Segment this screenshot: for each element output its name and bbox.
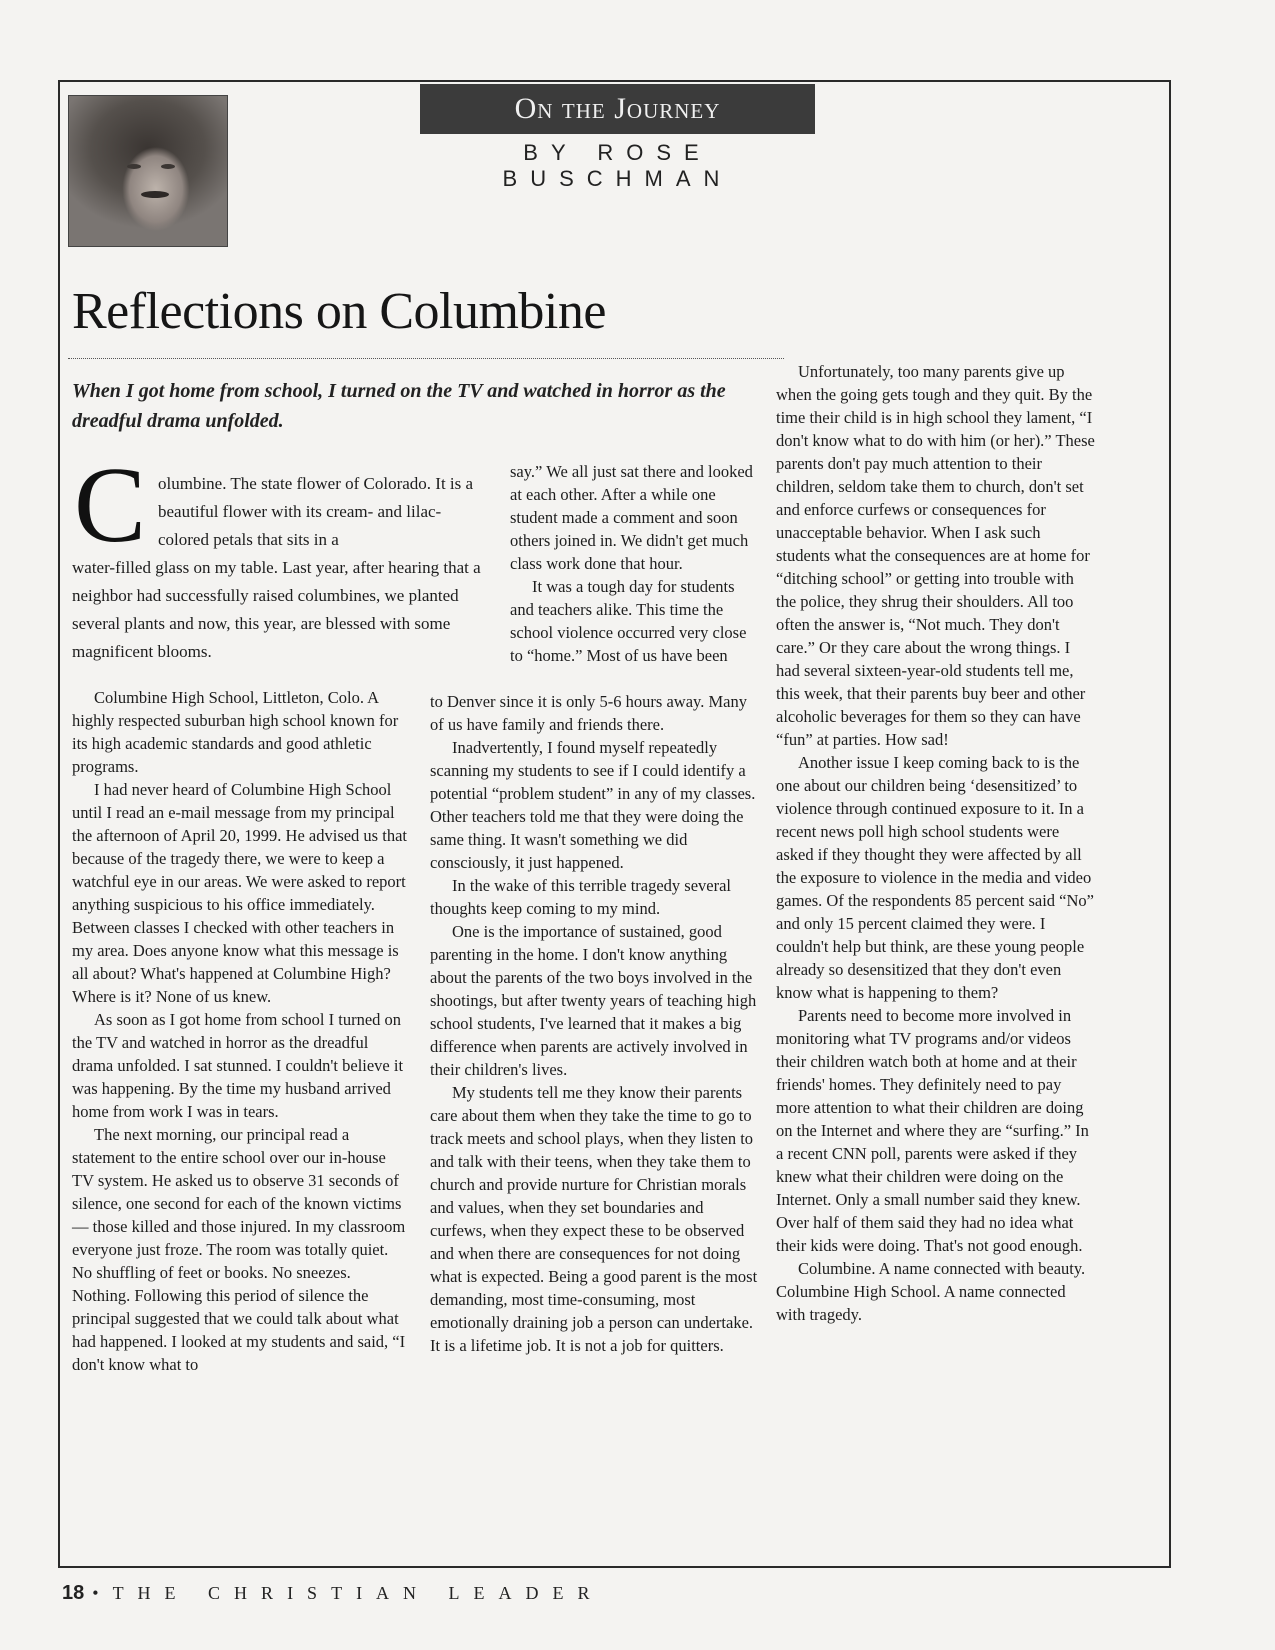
intro-rest: water-filled glass on my table. Last year, after hearing that a neighbor had successfully raised columbines, we planted several plants and now, this year, are blessed with some magnificent blooms. (72, 558, 481, 661)
photo-eye-right (161, 164, 175, 169)
paragraph: Parents need to become more involved in monitoring what TV programs and/or videos their children watch both at home and at their friends' homes. They definitely need to pay more attention to what their children are doing on the Internet and where they are “surfing.” In a recent CNN poll, parents were asked if they knew what their children were doing on the Internet. Only a small number said they knew. Over half of them said they had no idea what their kids were doing. That's not good enough. (776, 1006, 1089, 1255)
paragraph: to Denver since it is only 5-6 hours away. Many of us have family and friends there. (430, 692, 747, 734)
page-footer (62, 1582, 604, 1605)
paragraph: Columbine. A name connected with beauty. Columbine High School. A name connected with tragedy. (776, 1259, 1086, 1324)
article-title: Reflections on Columbine (72, 283, 606, 340)
column-2 (430, 690, 760, 1357)
paragraph: Unfortunately, too many parents give up when the going gets tough and they quit. By the time their child is in high school they lament, “I don't know what to do with him (or her).” These parents don't pay much attention to their children, seldom take them to church, don't set and enforce curfews or consequences for unacceptable behavior. When I ask such students what the consequences are at home for “ditching school” or getting into trouble with the police, they shrug their shoulders. All too often the answer is, “Not much. They don't care.” Or they care about the wrong things. I had several sixteen-year-old students tell me, this week, that their parents buy beer and other alcoholic beverages for them so they can have “fun” at parties. How sad! (776, 362, 1095, 749)
paragraph: Another issue I keep coming back to is the one about our children being ‘desensitized’ to violence through continued exposure to it. In a recent news poll high school students were asked if they thought they were affected by all the exposure to violence in the media and video games. Of the respondents 85 percent said “No” and only 15 percent claimed they were. I couldn't help but think, are these young people already so desensitized that they don't even know what is happening to them? (776, 753, 1094, 1002)
paragraph: It was a tough day for students and teachers alike. This time the school violence occurred very close to “home.” Most of us have been (510, 577, 747, 665)
column-3 (776, 360, 1096, 1326)
paragraph: say.” We all just sat there and looked at each other. After a while one student made a comment and soon others joined in. We didn't get much class work done that hour. (510, 462, 753, 573)
publication-name: THE CHRISTIAN LEADER (112, 1583, 604, 1603)
drop-cap: C (74, 446, 147, 565)
photo-mouth (141, 191, 169, 198)
footer-separator: • (92, 1583, 99, 1603)
paragraph: One is the importance of sustained, good parenting in the home. I don't know anything about the parents of the two boys involved in the shootings, but after twenty years of teaching high school students, I've learned that it makes a big difference when parents are actively involved in their children's lives. (430, 922, 757, 1079)
paragraph: The next morning, our principal read a statement to the entire school over our in-house TV system. He asked us to observe 31 seconds of silence, one second for each of the known victims— those killed and those injured. In my classroom everyone just froze. The room was totally quiet. No shuffling of feet or books. No sneezes. Nothing. Following this period of silence the principal suggested that we could talk about what had happened. I looked at my students and said, “I don't know what to (72, 1125, 406, 1374)
paragraph: Inadvertently, I found myself repeatedly scanning my students to see if I could identify a potential “problem student” in any of my classes. Other teachers told me that they were doing the same thing. It wasn't something we did consciously, it just happened. (430, 738, 756, 872)
paragraph: As soon as I got home from school I turned on the TV and watched in horror as the dreadful drama unfolded. I sat stunned. I couldn't believe it was happening. By the time my husband arrived home from work I was in tears. (72, 1010, 404, 1121)
paragraph: My students tell me they know their parents care about them when they take the time to go to track meets and school plays, when they listen to and talk with their teens, when they take them to church and provide nurture for Christian morals and values, when they set boundaries and curfews, when they expect these to be observed and when there are consequences for not doing what is expected. Being a good parent is the most demanding, most time-consuming, most emotionally draining job a person can undertake. It is a lifetime job. It is not a job for quitters. (430, 1083, 758, 1355)
intro-lead: olumbine. The state flower of Colorado. It is a beautiful flower with its cream- and lilac-colored petals that sits in a (158, 474, 474, 549)
byline: BY ROSE BUSCHMAN (502, 140, 733, 191)
column-banner: On the Journey (420, 84, 815, 134)
column-1 (72, 686, 407, 1376)
paragraph: Columbine High School, Littleton, Colo. A highly respected suburban high school known for its high academic standards and good athletic programs. (72, 688, 399, 776)
column-2-top (510, 460, 758, 667)
paragraph: I had never heard of Columbine High School until I read an e-mail message from my principal the afternoon of April 20, 1999. He advised us that because of the tragedy there, we were to keep a watchful eye in our areas. We were asked to report anything suspicious to his office immediately. Between classes I checked with other teachers in my area. Does anyone know what this message is all about? What's happened at Columbine High? Where is it? None of us knew. (72, 780, 407, 1006)
article-deck: When I got home from school, I turned on the TV and watched in horror as the dreadful drama unfolded. (72, 380, 726, 432)
author-photo (68, 95, 228, 247)
page-number: 18 (62, 1582, 85, 1604)
photo-eye-left (127, 164, 141, 169)
title-rule (68, 358, 784, 359)
paragraph: In the wake of this terrible tragedy several thoughts keep coming to my mind. (430, 876, 732, 918)
